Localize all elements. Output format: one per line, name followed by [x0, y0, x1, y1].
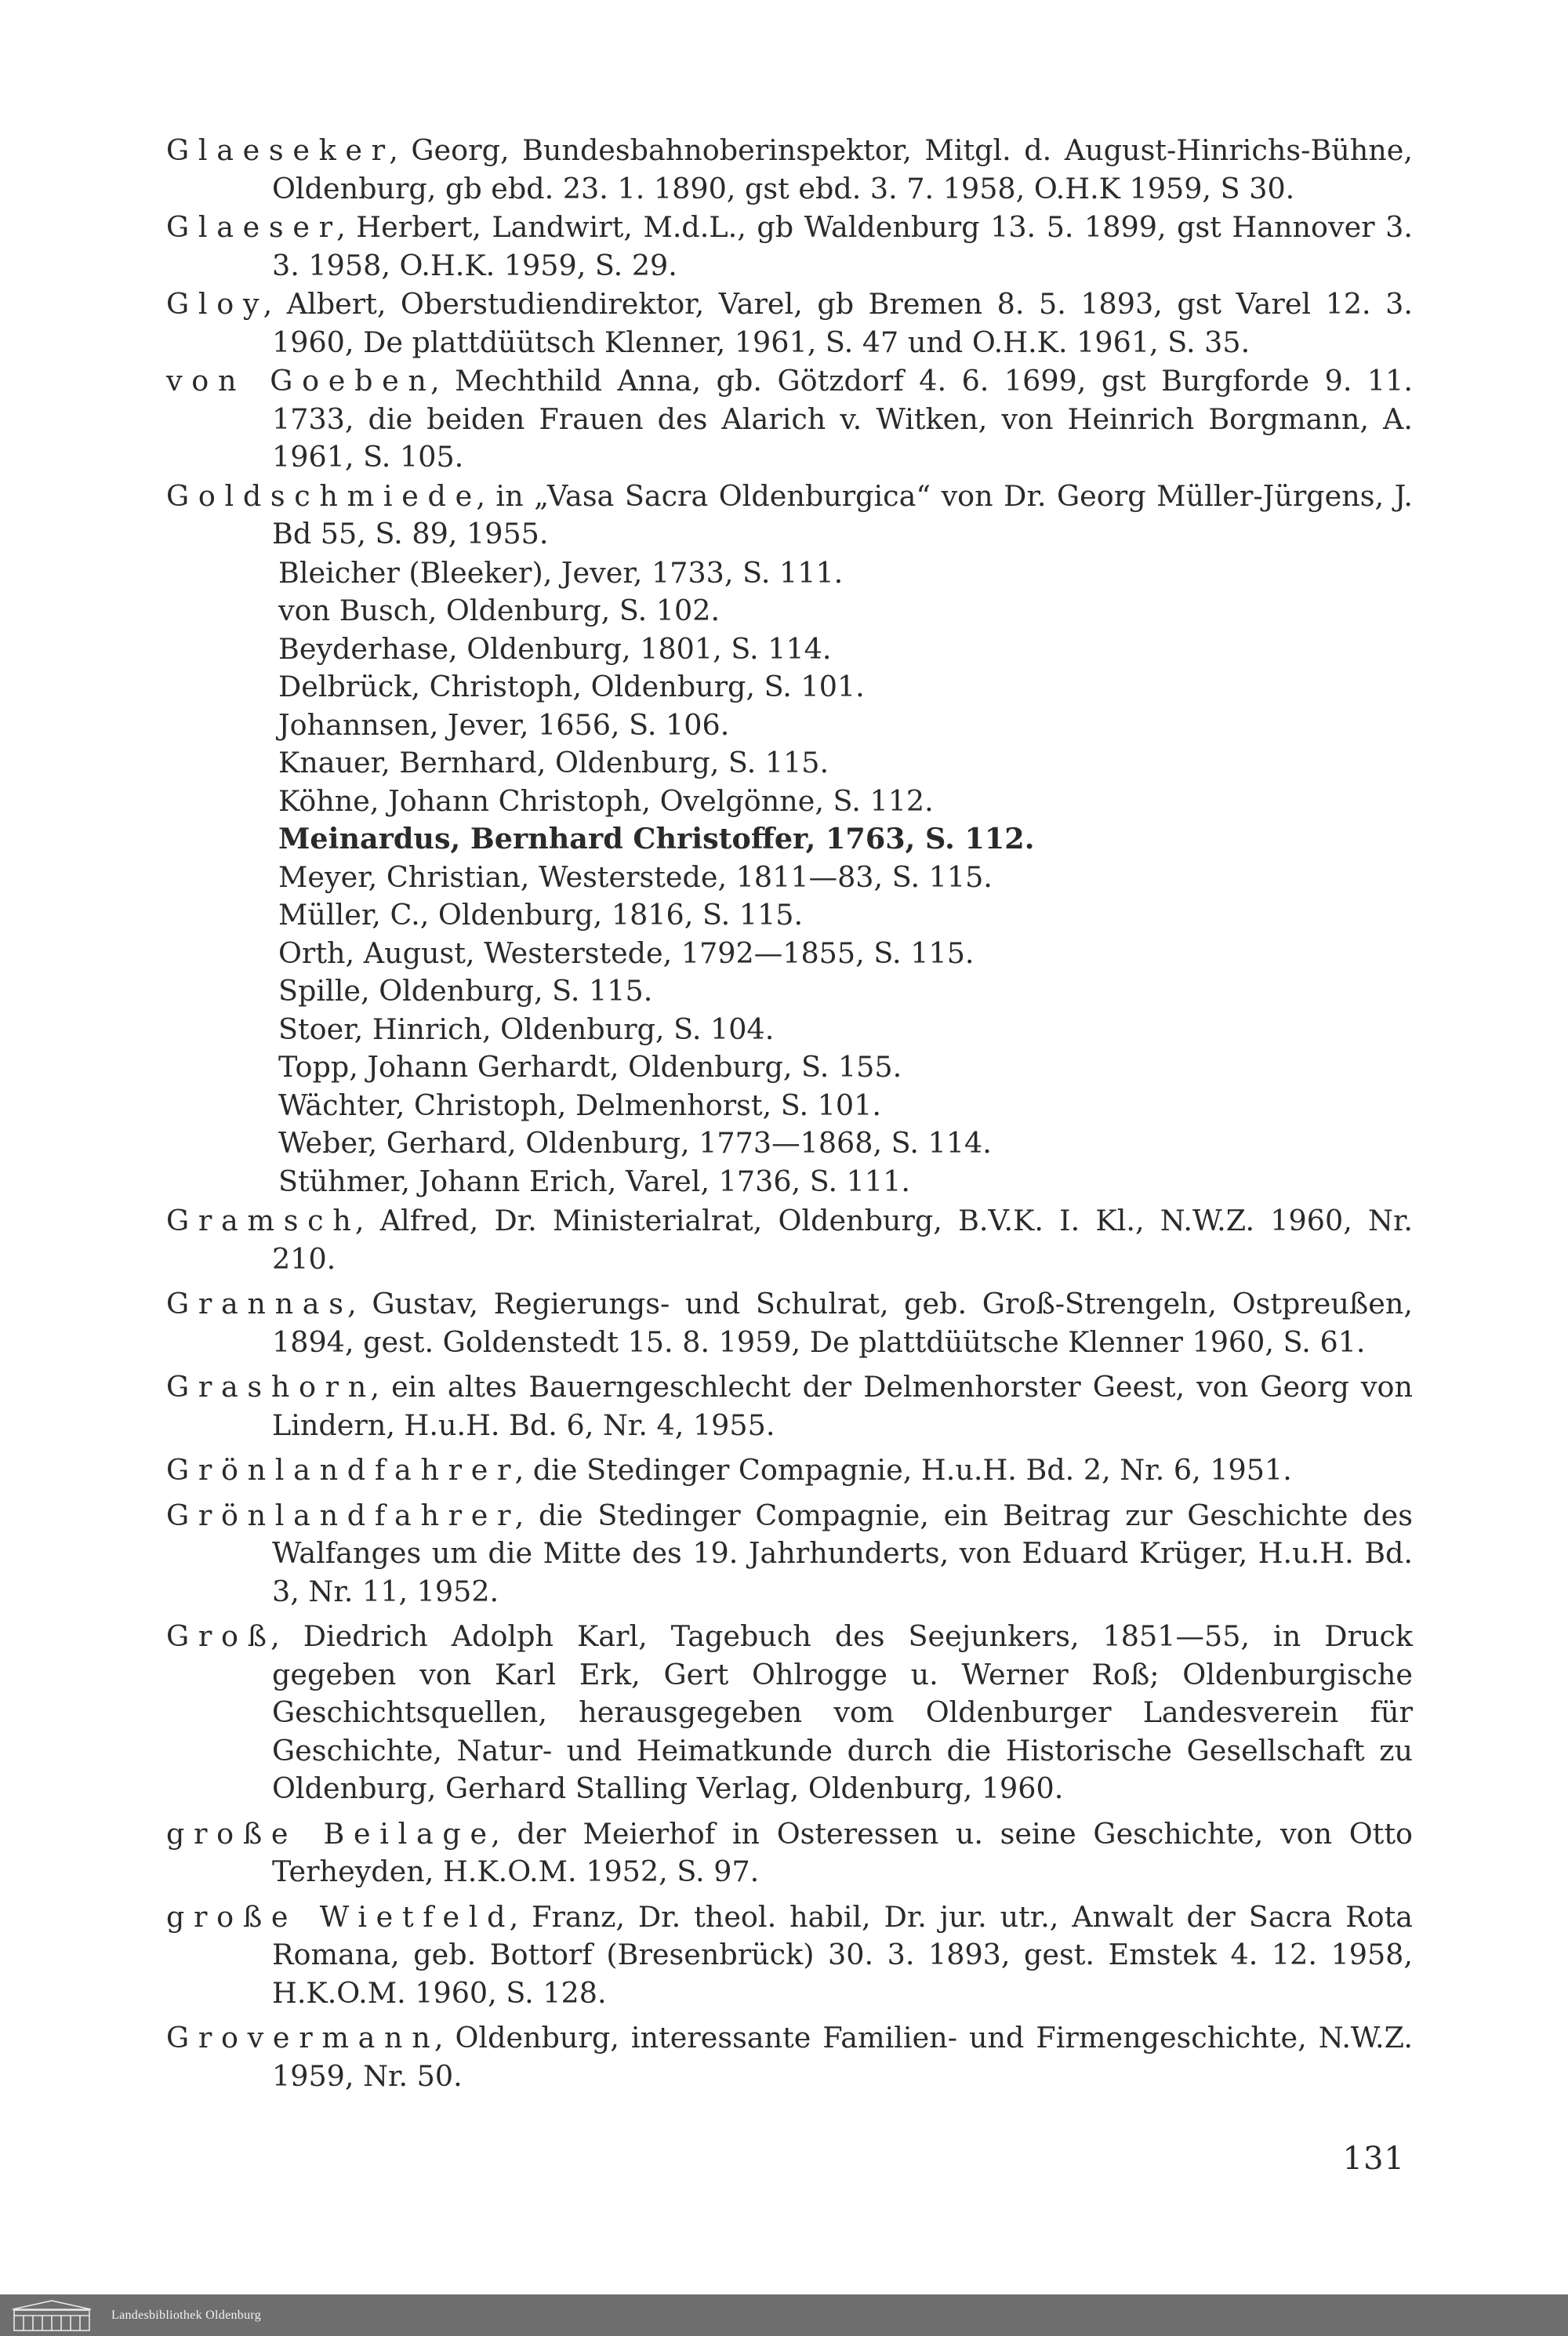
page-number: 131: [1342, 2141, 1405, 2177]
library-building-icon: [8, 2298, 96, 2333]
entry-gramsch: [166, 1202, 1413, 1278]
entry-text: , in „Vasa Sacra Oldenburgica“ von Dr. Georg Müller-Jürgens, J. Bd 55, S. 89, 1955.: [272, 478, 1413, 550]
list-item: Köhne, Johann Christoph, Ovelgönne, S. 112.: [278, 783, 934, 818]
entry-groenlandfahrer-1: [166, 1451, 1413, 1490]
entry-groenlandfahrer-2: [166, 1497, 1413, 1611]
list-item: Topp, Johann Gerhardt, Oldenburg, S. 155.: [278, 1050, 902, 1084]
footer-bar: [0, 2294, 1568, 2336]
entry-goldschmiede: [166, 478, 1413, 554]
list-item: Johannsen, Jever, 1656, S. 106.: [278, 707, 730, 742]
list-item: Knauer, Bernhard, Oldenburg, S. 115.: [278, 746, 829, 779]
list-item: Orth, August, Westerstede, 1792—1855, S. 115.: [278, 935, 975, 970]
entry-headword: Gramsch: [166, 1204, 361, 1237]
list-item: Stühmer, Johann Erich, Varel, 1736, S. 111.: [278, 1164, 910, 1198]
entry-text: , Gustav, Regierungs- und Schulrat, geb. Groß-Strengeln, Ostpreußen, 1894, gest. Goldenstedt 15. 8. 1959, De plattdüütsche Klenner 1960, S. 61.: [272, 1287, 1413, 1359]
goldsmith-list: [166, 554, 1413, 1201]
list-item: Meyer, Christian, Westerstede, 1811—83, S. 115.: [278, 859, 993, 894]
list-item: Beyderhase, Oldenburg, 1801, S. 114.: [278, 631, 832, 666]
entry-glaeseker: [166, 132, 1413, 208]
entry-headword: von Goeben: [166, 364, 436, 398]
list-item: Delbrück, Christoph, Oldenburg, S. 101.: [278, 670, 865, 703]
entry-headword: Grönlandfahrer: [166, 1453, 521, 1487]
list-item: Stoer, Hinrich, Oldenburg, S. 104.: [278, 1012, 775, 1046]
list-item: Weber, Gerhard, Oldenburg, 1773—1868, S. 114.: [278, 1126, 992, 1160]
entry-text: , der Meierhof in Osteressen u. seine Geschichte, von Otto Terheyden, H.K.O.M. 1952, S. 97.: [272, 1816, 1413, 1888]
entry-gross: [166, 1618, 1413, 1808]
list-item: Bleicher (Bleeker), Jever, 1733, S. 111.: [278, 555, 844, 590]
page-content: [166, 132, 1413, 2096]
entry-headword: Grannas: [166, 1287, 353, 1321]
entry-text: , Albert, Oberstudiendirektor, Varel, gb Bremen 8. 5. 1893, gst Varel 12. 3. 1960, De plattdüütsch Klenner, 1961, S. 47 und O.H.K. 1961, S. 35.: [263, 287, 1413, 359]
entry-glaeser: [166, 209, 1413, 285]
entry-headword: Groß: [166, 1619, 276, 1653]
entry-text: , Alfred, Dr. Ministerialrat, Oldenburg, B.V.K. I. Kl., N.W.Z. 1960, Nr. 210.: [272, 1204, 1413, 1276]
entry-headword: Glaeser: [166, 210, 342, 244]
entry-text: , Mechthild Anna, gb. Götzdorf 4. 6. 1699, gst Burgforde 9. 11. 1733, die beiden Frauen des Alarich v. Witken, von Heinrich Borgmann, A. 1961, S. 105.: [272, 364, 1413, 474]
entry-grannas: [166, 1285, 1413, 1361]
entry-grashorn: [166, 1368, 1413, 1444]
entry-text: , Herbert, Landwirt, M.d.L., gb Waldenburg 13. 5. 1899, gst Hannover 3. 3. 1958, O.H.K. 1959, S. 29.: [272, 210, 1413, 282]
entry-headword: Grönlandfahrer: [166, 1498, 521, 1532]
library-name: Landesbibliothek Oldenburg: [111, 2308, 262, 2322]
entry-grovermann: [166, 2019, 1413, 2095]
list-item: Spille, Oldenburg, S. 115.: [278, 974, 653, 1008]
entry-text: , Georg, Bundesbahnoberinspektor, Mitgl. d. August-Hinrichs-Bühne, Oldenburg, gb ebd. 23. 1. 1890, gst ebd. 3. 7. 1958, O.H.K 1959, S 30.: [272, 133, 1413, 205]
list-item: Wächter, Christoph, Delmenhorst, S. 101.: [278, 1088, 881, 1122]
entry-headword: große Wietfeld: [166, 1899, 515, 1934]
entry-grosse-beilage: [166, 1815, 1413, 1891]
list-item: von Busch, Oldenburg, S. 102.: [278, 594, 720, 627]
list-item: Meinardus, Bernhard Christoffer, 1763, S. 112.: [278, 822, 1035, 856]
entry-headword: große Beilage: [166, 1816, 496, 1851]
list-item: Müller, C., Oldenburg, 1816, S. 115.: [278, 898, 804, 932]
entry-text: , die Stedinger Compagnie, H.u.H. Bd. 2, Nr. 6, 1951.: [514, 1453, 1292, 1487]
entry-grosse-wietfeld: [166, 1898, 1413, 2013]
entry-text: , ein altes Bauerngeschlecht der Delmenhorster Geest, von Georg von Lindern, H.u.H. Bd. 6, Nr. 4, 1955.: [272, 1370, 1413, 1442]
entry-headword: Grashorn: [166, 1370, 376, 1404]
entry-gloy: [166, 285, 1413, 361]
entry-headword: Goldschmiede: [166, 478, 481, 513]
entry-headword: Grovermann: [166, 2021, 440, 2054]
entry-text: , Oldenburg, interessante Familien- und Firmengeschichte, N.W.Z. 1959, Nr. 50.: [272, 2021, 1413, 2093]
entry-text: , Diedrich Adolph Karl, Tagebuch des Seejunkers, 1851—55, in Druck gegeben von Karl Erk, Gert Ohlrogge u. Werner Roß; Oldenburgische Geschichtsquellen, herausgegeben vom Oldenburger Landesverein für Geschichte, Natur- und Heimatkunde durch die Historische Gesellschaft zu Oldenburg, Gerhard Stalling Verlag, Oldenburg, 1960.: [270, 1619, 1413, 1805]
entry-von-goeben: [166, 362, 1413, 477]
entry-text: , Franz, Dr. theol. habil, Dr. jur. utr., Anwalt der Sacra Rota Romana, geb. Bottorf (Bresenbrück) 30. 3. 1893, gest. Emstek 4. 12. 1958, H.K.O.M. 1960, S. 128.: [272, 1899, 1413, 2010]
entry-headword: Glaeseker: [166, 133, 394, 167]
entry-headword: Gloy: [166, 287, 269, 321]
entry-text: , die Stedinger Compagnie, ein Beitrag zur Geschichte des Walfanges um die Mitte des 19. Jahrhunderts, von Eduard Krüger, H.u.H. Bd. 3, Nr. 11, 1952.: [272, 1498, 1413, 1608]
